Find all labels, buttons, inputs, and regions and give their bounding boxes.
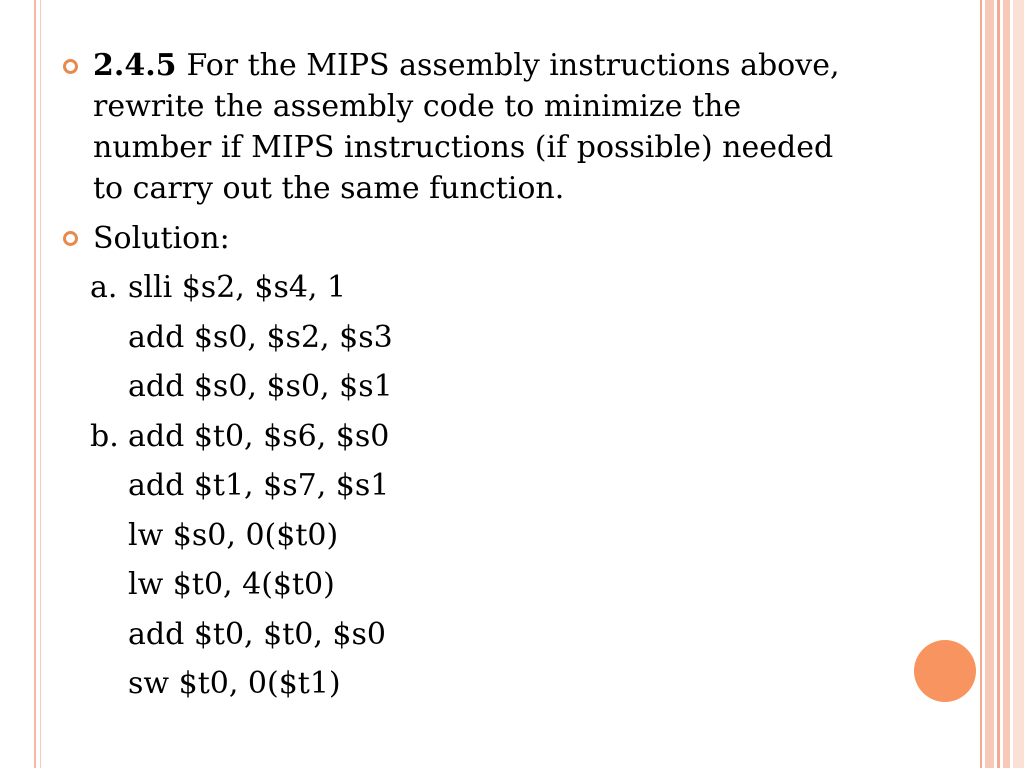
bullet-circle-icon bbox=[63, 231, 78, 246]
right-stripe bbox=[1003, 0, 1010, 768]
left-border-line bbox=[34, 0, 36, 768]
question-line-4: to carry out the same function. bbox=[93, 171, 565, 206]
question-paragraph bbox=[93, 45, 913, 209]
solution-heading: Solution: bbox=[93, 221, 230, 256]
code-line: add $t0, $s6, $s0 bbox=[128, 419, 390, 454]
code-line: lw $t0, 4($t0) bbox=[128, 567, 335, 602]
right-stripe bbox=[985, 0, 994, 768]
code-line: add $s0, $s2, $s3 bbox=[128, 320, 393, 355]
bullet-circle-icon bbox=[63, 59, 78, 74]
question-line-2: rewrite the assembly code to minimize the bbox=[93, 89, 742, 124]
code-line: slli $s2, $s4, 1 bbox=[128, 270, 347, 305]
question-line-3: number if MIPS instructions (if possible) needed bbox=[93, 130, 834, 165]
code-line: sw $t0, 0($t1) bbox=[128, 666, 341, 701]
left-border-line-inner bbox=[40, 0, 41, 768]
code-line: add $s0, $s0, $s1 bbox=[128, 369, 393, 404]
part-a-marker: a. bbox=[90, 270, 118, 305]
part-b-marker: b. bbox=[90, 419, 119, 454]
question-number: 2.4.5 bbox=[93, 48, 177, 83]
code-line: add $t0, $t0, $s0 bbox=[128, 617, 387, 652]
decorative-circle bbox=[914, 640, 976, 702]
right-stripe bbox=[980, 0, 982, 768]
right-stripe bbox=[1013, 0, 1024, 768]
right-stripe bbox=[997, 0, 1000, 768]
question-line-1: 2.4.5 For the MIPS assembly instructions above, bbox=[93, 48, 840, 83]
code-line: lw $s0, 0($t0) bbox=[128, 518, 339, 553]
code-line: add $t1, $s7, $s1 bbox=[128, 468, 390, 503]
